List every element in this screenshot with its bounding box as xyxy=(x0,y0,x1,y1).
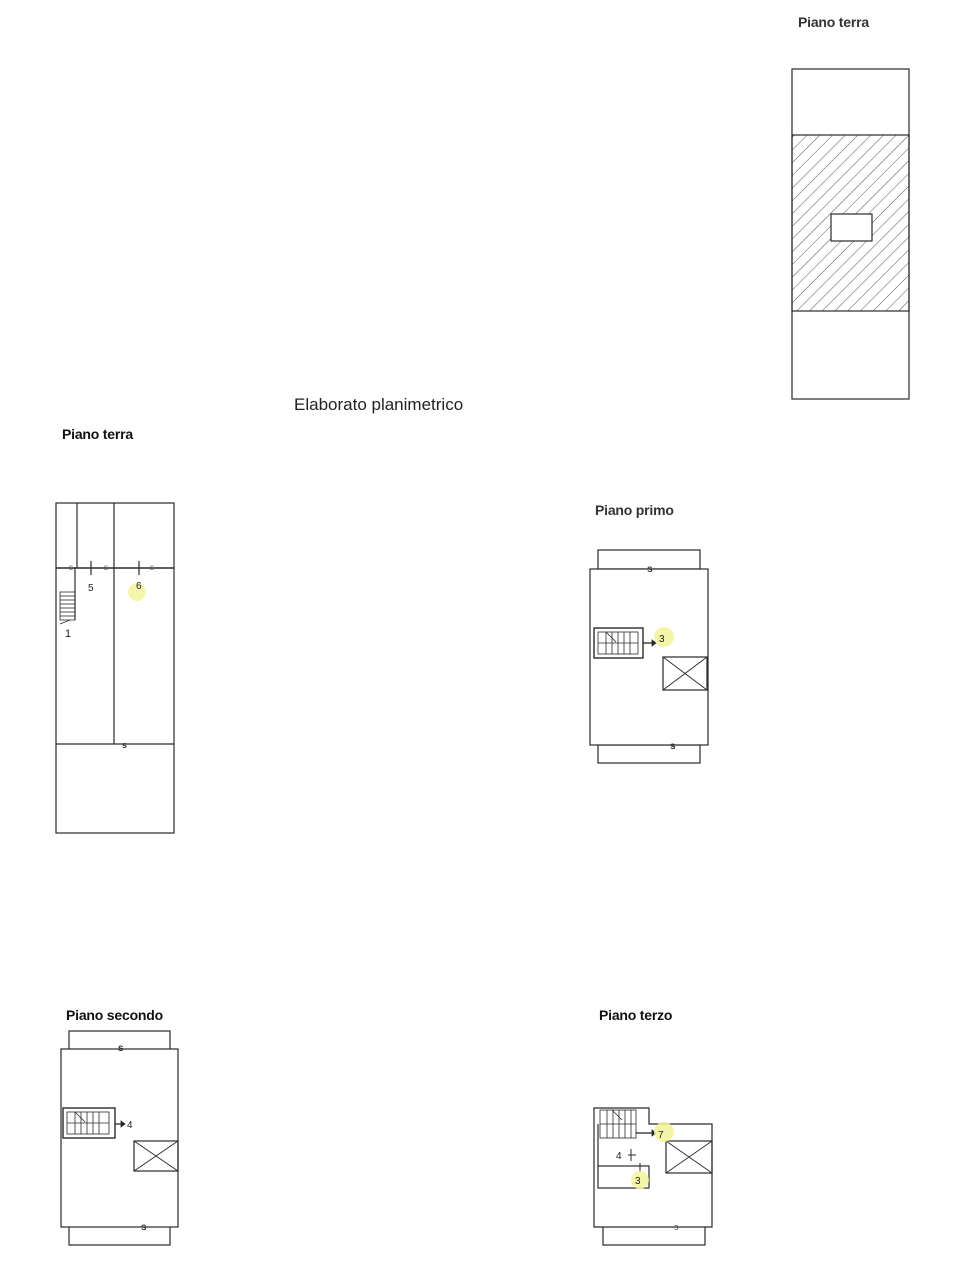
plan-piano-terra xyxy=(56,503,174,833)
overview-plan xyxy=(792,69,909,399)
plan-piano-terzo xyxy=(594,1108,712,1245)
primo-balcony-bottom xyxy=(598,745,700,763)
plan-piano-secondo xyxy=(61,1031,178,1245)
marker-7: 7 xyxy=(658,1130,664,1141)
document-title: Elaborato planimetrico xyxy=(294,395,464,414)
symbol-s: s xyxy=(122,740,128,750)
symbol-s: s xyxy=(104,563,108,572)
floor-label-piano-primo: Piano primo xyxy=(595,502,674,518)
floor-label-top-piano-terra: Piano terra xyxy=(798,14,869,30)
marker-4: 4 xyxy=(616,1151,622,1162)
symbol-s: s xyxy=(674,1222,679,1232)
floor-label-piano-secondo: Piano secondo xyxy=(66,1007,163,1023)
terzo-outline xyxy=(594,1108,712,1227)
symbol-s: s xyxy=(141,1222,147,1233)
stair-icon xyxy=(60,592,75,624)
secondo-balcony-bottom xyxy=(69,1226,170,1245)
symbol-s: s xyxy=(118,1043,124,1054)
plan-piano-primo xyxy=(590,550,708,763)
marker-3: 3 xyxy=(659,634,665,645)
overview-courtyard xyxy=(831,214,872,241)
symbol-s: s xyxy=(670,741,676,752)
marker-5: 5 xyxy=(88,583,94,594)
marker-6: 6 xyxy=(136,581,142,592)
marker-3: 3 xyxy=(635,1176,641,1187)
marker-4: 4 xyxy=(127,1120,133,1131)
floor-label-piano-terra: Piano terra xyxy=(62,426,133,442)
highlight-marker-7 xyxy=(654,1122,674,1142)
terra-outline xyxy=(56,503,174,833)
terzo-balcony-bottom xyxy=(603,1226,705,1245)
floor-label-piano-terzo: Piano terzo xyxy=(599,1007,673,1023)
symbol-s: s xyxy=(150,563,154,572)
symbol-s: s xyxy=(647,564,653,575)
symbol-s: s xyxy=(69,563,73,572)
marker-1: 1 xyxy=(65,628,72,640)
